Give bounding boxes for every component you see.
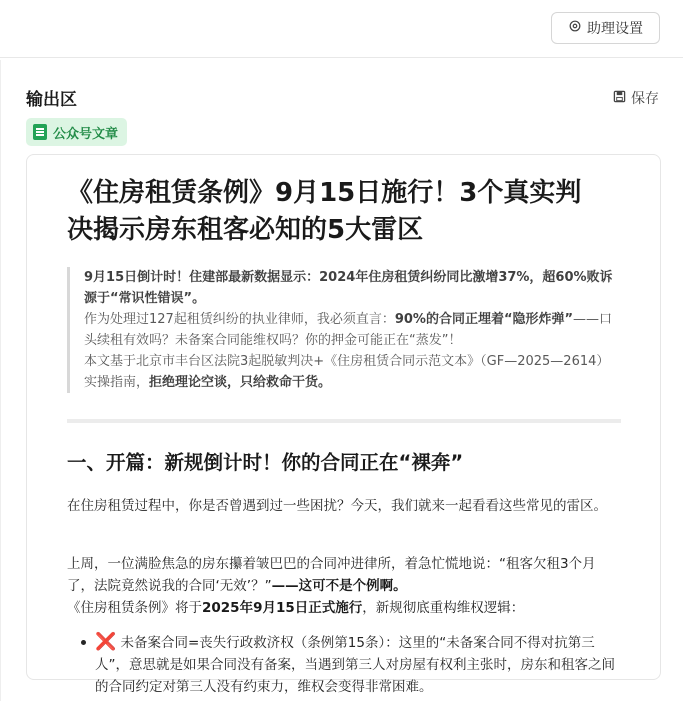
assistant-settings-button[interactable]: [551, 12, 660, 44]
article-title-line-2: 决揭示房东租客必知的5大雷区: [67, 215, 424, 245]
section-heading: 一、开篇：新规倒计时！你的合同正在“裸奔”: [67, 451, 464, 474]
bullet-dot: [81, 640, 86, 645]
output-panel-title: 输出区: [26, 90, 77, 110]
save-button[interactable]: [613, 88, 659, 108]
quote-paragraph-3: [84, 351, 622, 393]
law-bold: 2025年9月15日正式施行: [202, 600, 363, 616]
cross-mark-icon: ❌: [95, 632, 117, 652]
quote-p2-rest: ——口头续租有效吗？未备案合同能维权吗？你的押金可能正在“蒸发”！: [84, 312, 613, 348]
document-icon: [33, 124, 47, 140]
list-item: [81, 631, 622, 698]
quote-paragraph-2: [84, 309, 622, 351]
quote-p2-text: 作为处理过127起租赁纠纷的执业律师，我必须直言：: [84, 312, 395, 327]
top-bar: [0, 0, 683, 58]
summary-blockquote: [67, 267, 622, 393]
law-text-1: 《住房租赁条例》将于: [67, 600, 202, 616]
story-paragraph: [67, 553, 622, 619]
law-text-2: ，新规彻底重构维权逻辑：: [362, 600, 525, 616]
output-panel: [0, 60, 683, 701]
gear-icon: [568, 19, 582, 37]
quote-p3-bold: 拒绝理论空谈，只给救命干货。: [149, 375, 332, 390]
bullet-text: 未备案合同=丧失行政救济权（条例第15条）：这里的“未备案合同不得对抗第三人”，意思就是如果合同没有备案，当遇到第三人对房屋有权利主张时，房东和租客之间的合同约定对第三人没有约束力，维权会变得非常困难。: [95, 635, 615, 695]
assistant-settings-label: 助理设置: [587, 21, 643, 37]
save-label: 保存: [631, 91, 659, 107]
article-type-label: 公众号文章: [53, 126, 119, 142]
quote-p2-bold: 90%的合同正埋着“隐形炸弹”: [394, 312, 574, 327]
article-type-tag[interactable]: [26, 118, 127, 146]
article-title-line-1: 《住房租赁条例》9月15日施行！3个真实判: [67, 178, 582, 208]
story-bold: ——这可不是个例啊。: [271, 578, 407, 594]
story-text: 上周，一位满脸焦急的房东攥着皱巴巴的合同冲进律所，着急忙慌地说：“租客欠租3个月了，法院竟然说我的合同‘无效’？”: [67, 556, 596, 594]
quote-p3-text: 本文基于北京市丰台区法院3起脱敏判决+《住房租赁合同示范文本》（GF—2025—2614）实操指南，: [84, 354, 610, 390]
save-icon: [613, 90, 626, 107]
section-divider: [67, 419, 621, 423]
quote-paragraph-1: [84, 267, 622, 309]
intro-paragraph: 在住房租赁过程中，你是否曾遇到过一些困扰？今天，我们就来一起看看这些常见的雷区。: [67, 498, 607, 514]
article-content[interactable]: [26, 154, 661, 695]
quote-p1-bold: 9月15日倒计时！住建部最新数据显示：2024年住房租赁纠纷同比激增37%，超60%败诉源于“常识性错误”。: [84, 270, 613, 306]
article-title: [67, 175, 622, 249]
